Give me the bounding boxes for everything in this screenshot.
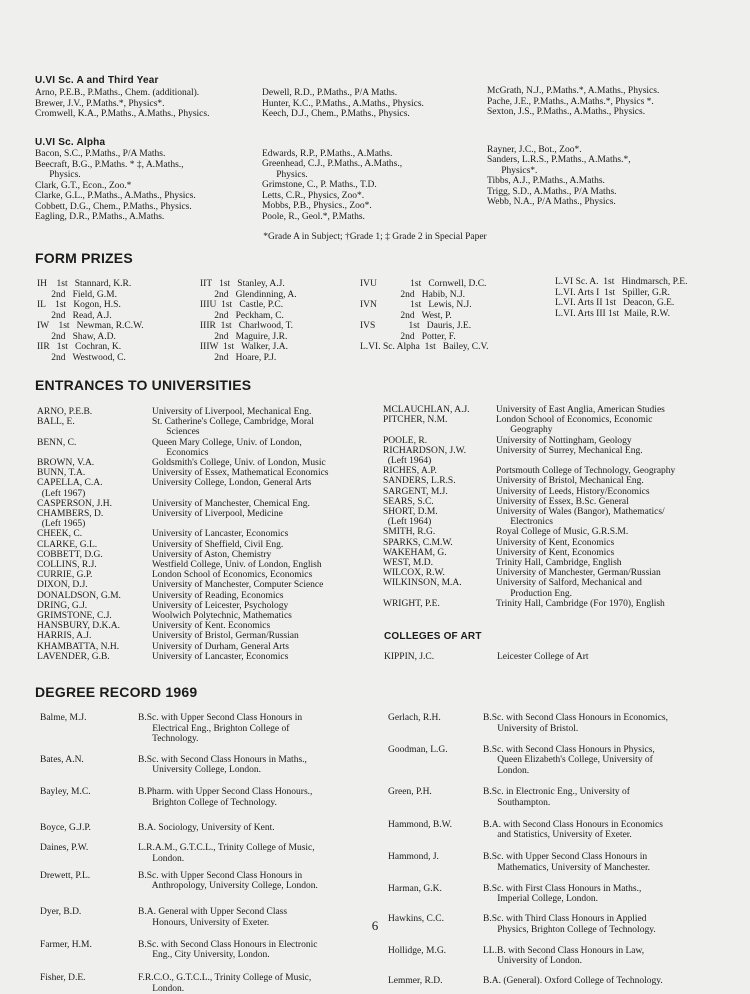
text-line: IIIR 1st Charlwood, T. [200,321,294,331]
student-name: SARGENT, M.J. [383,486,448,497]
destination: University of Kent, Economics [496,547,615,558]
text-line: Cromwell, K.A., P.Maths., A.Maths., Physics. [35,109,210,119]
text-line: Hunter, K.C., P.Maths., A.Maths., Physics. [262,98,424,109]
text-line: 2nd Read, A.J. [37,310,112,321]
text-line: 2nd Shaw, A.D. [37,331,116,342]
degree-record-right-list [388,713,733,987]
graduate-name: Balme, M.J. [40,713,87,723]
entrance-row [37,478,377,498]
text-line: 2nd Hoare, P.J. [200,352,277,363]
destination: University of Nottingham, Geology [496,435,632,446]
degree-entry [40,940,380,961]
degree-detail: B.A. with Second Class Honours in Economics and Statistics, University of Exeter. [483,819,663,840]
destination: University of Bristol, German/Russian [152,631,299,642]
degree-detail: LL.B. with Second Class Honours in Law, University of London. [483,945,645,966]
entrance-row [383,466,728,476]
entrance-row [383,446,728,466]
graduate-name: Hollidge, M.G. [388,945,447,956]
student-name: RICHES, A.P. [383,466,437,477]
text-line: Physics*. [487,165,538,176]
uvi-sc-a-col-2 [262,88,424,120]
uvi-sc-alpha-col-3 [487,134,631,208]
degree-entry [388,787,733,808]
student-name: WRIGHT, P.E. [383,598,440,609]
entrance-row [383,436,728,446]
destination: Royal College of Music, G.R.S.M. [496,527,629,538]
student-name: HARRIS, A.J. [37,631,92,642]
destination: University of Aston, Chemistry [152,549,272,560]
degree-entry [388,745,733,777]
graduate-name: Hammond, J. [388,852,439,862]
degree-entry [388,852,733,873]
graduate-name: Dyer, B.D. [40,907,82,917]
destination: Portsmouth College of Technology, Geography [496,466,676,477]
text-line: Arno, P.E.B., P.Maths., Chem. (additional). [35,88,200,98]
section-heading-uvi-sc-a: U.VI Sc. A and Third Year [35,75,159,86]
text-line: Letts, C.R., Physics, Zoo*. [262,190,365,201]
form-prizes-block-2 [200,279,297,363]
destination: University of Essex, B.Sc. General [496,496,629,507]
degree-detail: B.A. General with Upper Second Class Honours, University of Exeter. [138,907,288,928]
text-line: Edwards, R.P., P.Maths., A.Maths. [262,148,393,159]
degree-detail: B.Pharm. with Upper Second Class Honours., Brighton College of Technology. [138,787,313,808]
entrance-row [37,560,377,570]
degree-record-left-list [40,713,380,994]
entrances-left-list [37,407,377,662]
degree-detail: B.Sc. with Third Class Honours in Applied Physics, Brighton College of Technology. [483,914,656,935]
text-line: 2nd Field, G.M. [37,289,117,300]
grade-footnote: *Grade A in Subject; †Grade 1; ‡ Grade 2 in Special Paper [263,232,487,242]
student-name: BENN, C. [37,437,77,448]
text-line: Physics. [262,169,308,180]
destination: University of Manchester, Chemical Eng. [152,498,310,509]
destination: Trinity Hall, Cambridge (For 1970), English [496,598,665,609]
text-line: Trigg, S.D., A.Maths., P/A Maths. [487,186,617,197]
student-name: DRING, G.J. [37,600,88,611]
text-line: 2nd Peckham, C. [200,310,284,321]
destination: University of Bristol, Mechanical Eng. [496,476,644,487]
destination: London School of Economics, Economic Geography [496,415,653,436]
entrance-row [37,621,377,631]
student-name: ARNO, P.E.B. [37,407,93,417]
section-heading-uvi-sc-alpha: U.VI Sc. Alpha [35,137,106,148]
text-line: L.VI. Arts I 1st Spiller, G.R. [555,287,670,298]
entrance-row [37,407,377,417]
destination: Goldsmith's College, Univ. of London, Music [152,458,326,469]
entrance-row [383,558,728,568]
form-prizes-block-1 [37,279,144,363]
graduate-name: Bates, A.N. [40,754,84,765]
degree-entry [40,713,380,745]
graduate-name: Gerlach, R.H. [388,713,441,723]
student-name: BUNN, T.A. [37,468,86,479]
student-name: RICHARDSON, J.W. (Left 1964) [383,445,467,467]
student-name: WAKEHAM, G. [383,547,447,558]
text-line: L.VI. Sc. Alpha 1st Bailey, C.V. [360,342,489,352]
text-line: 2nd Westwood, C. [37,352,126,363]
student-name: COLLINS, R.J. [37,560,97,571]
text-line: 2nd Habib, N.J. [360,289,466,300]
text-line: IH 1st Stannard, K.R. [37,279,132,289]
text-line: 2nd Potter, F. [360,331,456,342]
text-line: Tibbs, A.J., P.Maths., A.Maths. [487,176,605,186]
text-line: IW 1st Newman, R.C.W. [37,321,144,331]
destination: University College, London, General Arts [152,478,312,489]
degree-entry [40,871,380,892]
degree-detail: B.Sc. in Electronic Eng., University of Southampton. [483,787,630,808]
degree-detail: B.Sc. with Upper Second Class Honours in Mathematics, University of Manchester. [483,852,651,873]
text-line: IIIU 1st Castle, P.C. [200,300,284,310]
graduate-name: Bayley, M.C. [40,787,91,797]
student-name: WILCOX, R.W. [383,568,445,579]
text-line: IIT 1st Stanley, A.J. [200,279,285,289]
entrance-row [37,458,377,468]
destination: University of Sheffield, Civil Eng. [152,539,284,550]
student-name: SPARKS, C.M.W. [383,537,453,548]
entrance-row [383,548,728,558]
student-name: CHAMBERS, D. (Left 1965) [37,509,104,530]
text-line: McGrath, N.J., P.Maths.*, A.Maths., Physics. [487,86,660,96]
text-line [262,138,402,149]
student-name: HANSBURY, D.K.A. [37,621,120,632]
text-line: Mobbs, P.B., Physics., Zoo*. [262,201,372,211]
destination: Trinity Hall, Cambridge, English [496,558,622,569]
destination: University of Wales (Bangor), Mathematics/ Electronics [496,507,665,528]
colleges-of-art-detail: Leicester College of Art [497,652,589,662]
entrance-row [37,580,377,590]
section-heading-degree-record: DEGREE RECORD 1969 [35,684,198,700]
entrance-row [37,642,377,652]
degree-entry [40,823,380,834]
text-line: L.VI. Arts II 1st Deacon, G.E. [555,298,675,308]
degree-detail: B.Sc. with Upper Second Class Honours in Electrical Eng., Brighton College of Technology. [138,713,303,744]
destination: University of Essex, Mathematical Economics [152,468,329,479]
student-name: DONALDSON, G.M. [37,590,121,601]
degree-detail: B.Sc. with Second Class Honours in Maths., University College, London. [138,754,307,775]
destination: University of Lancaster, Economics [152,651,289,662]
text-line: 2nd West, P. [360,310,452,321]
section-heading-entrances: ENTRANCES TO UNIVERSITIES [35,377,252,393]
entrance-row [37,570,377,580]
destination: University of Surrey, Mechanical Eng. [496,445,643,456]
entrance-row [383,405,728,415]
text-line: Sanders, L.R.S., P.Maths., A.Maths.*, [487,155,631,165]
degree-detail: L.R.A.M., G.T.C.L., Trinity College of Music, London. [138,843,315,864]
entrance-row [383,476,728,486]
student-name: BALL, E. [37,417,75,428]
student-name: BROWN, V.A. [37,458,95,469]
text-line: IIR 1st Cochran, K. [37,342,122,352]
destination: University of Lancaster, Economics [152,529,289,540]
student-name: CHEEK, C. [37,529,83,540]
graduate-name: Daines, P.W. [40,843,89,853]
text-line: Beecraft, B.G., P.Maths. * ‡, A.Maths., [35,159,184,170]
student-name: DIXON, D.J. [37,580,88,591]
degree-entry [40,755,380,776]
student-name: CAPELLA, C.A. (Left 1967) [37,478,103,499]
destination: University of Manchester, German/Russian [496,568,661,579]
text-line: IVU 1st Cornwell, D.C. [360,279,487,289]
destination: University of Kent. Economics [152,621,271,632]
graduate-name: Goodman, L.G. [388,744,448,755]
destination: University of Manchester, Computer Science [152,580,324,591]
degree-detail: F.R.C.O., G.T.C.L., Trinity College of Music, London. [138,973,312,994]
degree-entry [388,884,733,905]
degree-detail: B.Sc. with Second Class Honours in Electronic Eng., City University, London. [138,939,318,960]
student-name: COBBETT, D.G. [37,549,103,560]
text-line: Bacon, S.C., P.Maths., P/A Maths. [35,149,166,159]
text-line: L.VI. Arts III 1st Maile, R.W. [555,308,670,319]
text-line: L.VI Sc. A. 1st Hindmarsch, P.E. [555,277,688,287]
degree-entry [388,976,733,987]
text-line [487,134,631,145]
graduate-name: Drewett, P.L. [40,870,91,881]
text-line: Eagling, D.R., P.Maths., A.Maths. [35,212,165,222]
text-line: IL 1st Kogon, H.S. [37,300,121,310]
degree-detail: B.A. (General). Oxford College of Technology. [483,976,663,986]
entrance-row [37,509,377,529]
text-line: Physics. [35,170,81,180]
uvi-sc-a-col-1 [35,88,209,120]
text-line: IVS 1st Dauris, J.E. [360,321,472,331]
student-name: SMITH, R.G. [383,527,436,538]
uvi-sc-alpha-col-1 [35,149,196,223]
entrance-row [383,415,728,435]
text-line: Webb, N.A., P/A Maths., Physics. [487,197,616,207]
destination: University of Leeds, History/Economics [496,486,650,497]
destination: London School of Economics, Economics [152,570,313,581]
degree-entry [388,820,733,841]
destination: Queen Mary College, Univ. of London, Economics [152,437,302,458]
student-name: SEARS, S.C. [383,496,434,507]
student-name: CURRIE, G.P. [37,570,93,581]
student-name: WILKINSON, M.A. [383,578,462,589]
entrance-row [383,568,728,578]
text-line: Keech, D.J., Chem., P.Maths., Physics. [262,109,410,119]
destination: University of Liverpool, Medicine [152,509,283,520]
destination: University of Reading, Economics [152,590,284,601]
entrance-row [37,550,377,560]
section-heading-colleges-of-art: COLLEGES OF ART [384,631,482,642]
entrance-row [37,631,377,641]
degree-detail: B.Sc. with First Class Honours in Maths., Imperial College, London. [483,883,642,904]
text-line: 2nd Maguire, J.R. [200,331,288,342]
section-heading-form-prizes: FORM PRIZES [35,250,133,266]
degree-entry [388,946,733,967]
student-name: MCLAUCHLAN, A.J. [383,405,470,415]
destination: University of Kent, Economics [496,537,615,548]
destination: Westfield College, Univ. of London, English [152,560,322,571]
text-line: Clarke, G.L., P.Maths., A.Maths., Physics. [35,191,196,201]
form-prizes-block-4 [555,277,687,319]
text-line: 2nd Glendinning, A. [200,289,297,300]
entrance-row [37,499,377,509]
entrance-row [37,468,377,478]
entrance-row [383,487,728,497]
entrance-row [37,438,377,458]
entrance-row [37,611,377,621]
colleges-of-art-name: KIPPIN, J.C. [384,652,435,662]
student-name: SHORT, D.M. (Left 1964) [383,507,438,528]
graduate-name: Harman, G.K. [388,883,442,894]
student-name: CLARKE, G.L. [37,539,98,550]
degree-entry [40,787,380,808]
degree-entry [40,843,380,864]
entrance-row [383,599,728,609]
destination: University of Liverpool, Mechanical Eng. [152,407,312,417]
form-prizes-block-3 [360,279,489,353]
graduate-name: Hawkins, C.C. [388,914,444,924]
entrance-row [383,497,728,507]
graduate-name: Fisher, D.E. [40,973,86,983]
student-name: SANDERS, L.R.S. [383,476,456,487]
text-line: IIIW 1st Walker, J.A. [200,342,288,352]
destination: University of Salford, Mechanical and Production Eng. [496,578,642,599]
graduate-name: Green, P.H. [388,787,432,797]
text-line: Rayner, J.C., Bot., Zoo*. [487,144,582,155]
entrance-row [383,527,728,537]
degree-entry [388,713,733,734]
degree-entry [40,973,380,994]
destination: Woolwich Polytechnic, Mathematics [152,611,292,622]
entrance-row [37,417,377,437]
destination: University of Leicester, Psychology [152,600,289,611]
text-line: Brewer, J.V., P.Maths.*, Physics*. [35,98,165,109]
text-line: IVN 1st Lewis, N.J. [360,300,472,310]
entrance-row [37,591,377,601]
page-number: 6 [371,918,379,933]
uvi-sc-alpha-col-2 [262,138,402,222]
entrance-row [37,540,377,550]
entrances-right-list [383,405,728,609]
text-line: Dewell, R.D., P.Maths., P/A Maths. [262,88,398,98]
degree-detail: B.A. Sociology, University of Kent. [138,822,275,833]
text-line: Poole, R., Geol.*, P.Maths. [262,211,365,222]
text-line: Cobbett, D.G., Chem., P.Maths., Physics. [35,201,192,212]
text-line: Pache, J.E., P.Maths., A.Maths.*, Physics *. [487,96,654,107]
entrance-row [37,529,377,539]
degree-detail: B.Sc. with Second Class Honours in Physics, Queen Elizabeth's College, University of London. [483,744,655,776]
destination: University of East Anglia, American Studies [496,405,665,415]
entrance-row [383,507,728,527]
graduate-name: Hammond, B.W. [388,819,453,830]
entrance-row [383,578,728,598]
student-name: CASPERSON, J.H. [37,498,112,509]
student-name: LAVENDER, G.B. [37,651,110,662]
entrance-row [37,601,377,611]
student-name: PITCHER, N.M. [383,415,448,426]
entrance-row [37,652,377,662]
student-name: POOLE, R. [383,435,428,446]
text-line: Clark, G.T., Econ., Zoo.* [35,180,132,191]
text-line: Sexton, J.S., P.Maths., A.Maths., Physics. [487,107,646,117]
destination: University of Durham, General Arts [152,641,289,652]
text-line: Grimstone, C., P. Maths., T.D. [262,180,377,190]
entrance-row [383,538,728,548]
degree-detail: B.Sc. with Upper Second Class Honours in Anthropology, University College, London. [138,870,318,891]
student-name: WEST, M.D. [383,558,433,569]
degree-detail: B.Sc. with Second Class Honours in Economics, University of Bristol. [483,713,668,734]
uvi-sc-a-col-3 [487,86,659,118]
graduate-name: Lemmer, R.D. [388,976,443,986]
graduate-name: Farmer, H.M. [40,939,92,950]
student-name: KHAMBATTA, N.H. [37,641,120,652]
graduate-name: Boyce, G.J.P. [40,822,91,833]
text-line: Greenhead, C.J., P.Maths., A.Maths., [262,159,403,169]
destination: St. Catherine's College, Cambridge, Moral Sciences [152,417,314,438]
student-name: GRIMSTONE, C.J. [37,611,112,622]
